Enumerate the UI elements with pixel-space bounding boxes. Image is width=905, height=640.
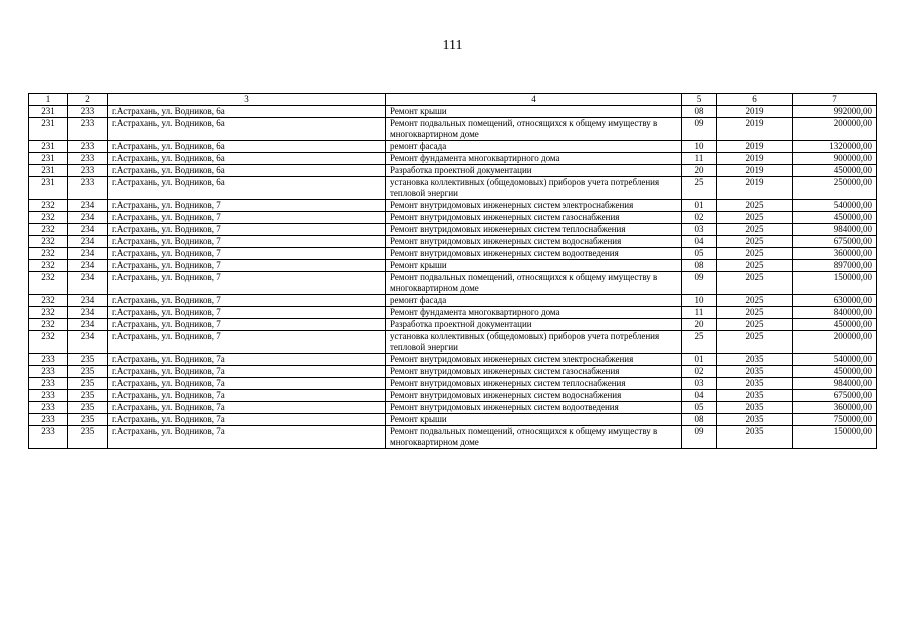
work-code-cell: 09 [682,118,717,141]
program-number-cell: 234 [68,319,108,331]
program-number-cell: 235 [68,378,108,390]
address-cell: г.Астрахань, ул. Водников, 7 [108,236,386,248]
table-row [29,414,877,426]
row-number-cell: 232 [29,319,68,331]
table-row [29,307,877,319]
row-number-cell: 231 [29,165,68,177]
work-code-cell: 01 [682,354,717,366]
year-cell: 2025 [717,212,793,224]
work-type-cell: Ремонт внутридомовых инженерных систем водоотведения [386,248,682,260]
work-type-cell: ремонт фасада [386,295,682,307]
address-cell: г.Астрахань, ул. Водников, 7а [108,378,386,390]
row-number-cell: 232 [29,212,68,224]
work-type-cell: Ремонт крыши [386,106,682,118]
column-header-7: 7 [793,94,877,106]
year-cell: 2025 [717,307,793,319]
row-number-cell: 231 [29,141,68,153]
address-cell: г.Астрахань, ул. Водников, 7а [108,402,386,414]
work-code-cell: 03 [682,224,717,236]
year-cell: 2019 [717,118,793,141]
address-cell: г.Астрахань, ул. Водников, 7 [108,248,386,260]
work-type-cell: Ремонт внутридомовых инженерных систем теплоснабжения [386,378,682,390]
program-number-cell: 234 [68,248,108,260]
program-number-cell: 233 [68,153,108,165]
work-code-cell: 02 [682,212,717,224]
work-code-cell: 11 [682,307,717,319]
work-code-cell: 25 [682,177,717,200]
year-cell: 2035 [717,426,793,449]
work-type-cell: Ремонт внутридомовых инженерных систем теплоснабжения [386,224,682,236]
column-header-3: 3 [108,94,386,106]
cost-cell: 200000,00 [793,331,877,354]
cost-cell: 150000,00 [793,426,877,449]
table-row [29,200,877,212]
cost-cell: 150000,00 [793,272,877,295]
work-code-cell: 09 [682,426,717,449]
table-row [29,426,877,449]
row-number-cell: 232 [29,307,68,319]
column-header-4: 4 [386,94,682,106]
address-cell: г.Астрахань, ул. Водников, 7 [108,272,386,295]
program-number-cell: 235 [68,390,108,402]
table-row [29,366,877,378]
row-number-cell: 233 [29,390,68,402]
table-row [29,354,877,366]
address-cell: г.Астрахань, ул. Водников, 6а [108,118,386,141]
address-cell: г.Астрахань, ул. Водников, 6а [108,106,386,118]
work-code-cell: 02 [682,366,717,378]
row-number-cell: 232 [29,248,68,260]
program-number-cell: 235 [68,414,108,426]
year-cell: 2019 [717,106,793,118]
column-header-2: 2 [68,94,108,106]
year-cell: 2019 [717,141,793,153]
work-type-cell: Ремонт внутридомовых инженерных систем водоснабжения [386,236,682,248]
year-cell: 2025 [717,200,793,212]
row-number-cell: 232 [29,295,68,307]
table-header-row [29,94,877,106]
table-row [29,319,877,331]
row-number-cell: 231 [29,177,68,200]
row-number-cell: 233 [29,426,68,449]
program-number-cell: 234 [68,224,108,236]
address-cell: г.Астрахань, ул. Водников, 7 [108,307,386,319]
program-number-cell: 234 [68,307,108,319]
cost-cell: 840000,00 [793,307,877,319]
work-code-cell: 08 [682,414,717,426]
year-cell: 2019 [717,177,793,200]
table-row [29,390,877,402]
work-type-cell: Ремонт фундамента многоквартирного дома [386,307,682,319]
address-cell: г.Астрахань, ул. Водников, 7 [108,331,386,354]
year-cell: 2025 [717,319,793,331]
column-header-5: 5 [682,94,717,106]
program-number-cell: 233 [68,141,108,153]
table-row [29,224,877,236]
row-number-cell: 231 [29,106,68,118]
work-type-cell: Ремонт крыши [386,414,682,426]
table-row [29,177,877,200]
program-number-cell: 234 [68,200,108,212]
column-header-6: 6 [717,94,793,106]
address-cell: г.Астрахань, ул. Водников, 7а [108,426,386,449]
program-number-cell: 234 [68,295,108,307]
table-row [29,402,877,414]
work-code-cell: 05 [682,248,717,260]
work-code-cell: 09 [682,272,717,295]
work-code-cell: 03 [682,378,717,390]
work-code-cell: 20 [682,319,717,331]
row-number-cell: 233 [29,354,68,366]
program-number-cell: 234 [68,260,108,272]
work-code-cell: 10 [682,295,717,307]
year-cell: 2035 [717,390,793,402]
table-row [29,272,877,295]
work-code-cell: 20 [682,165,717,177]
year-cell: 2035 [717,414,793,426]
address-cell: г.Астрахань, ул. Водников, 7 [108,260,386,272]
work-type-cell: установка коллективных (общедомовых) приборов учета потребления тепловой энергии [386,331,682,354]
work-type-cell: Ремонт внутридомовых инженерных систем газоснабжения [386,212,682,224]
work-type-cell: ремонт фасада [386,141,682,153]
address-cell: г.Астрахань, ул. Водников, 7 [108,295,386,307]
row-number-cell: 233 [29,366,68,378]
cost-cell: 750000,00 [793,414,877,426]
address-cell: г.Астрахань, ул. Водников, 6а [108,177,386,200]
address-cell: г.Астрахань, ул. Водников, 6а [108,153,386,165]
row-number-cell: 231 [29,153,68,165]
program-number-cell: 235 [68,366,108,378]
cost-cell: 897000,00 [793,260,877,272]
program-number-cell: 233 [68,106,108,118]
cost-cell: 1320000,00 [793,141,877,153]
table-row [29,153,877,165]
work-type-cell: Ремонт внутридомовых инженерных систем водоснабжения [386,390,682,402]
work-code-cell: 05 [682,402,717,414]
work-type-cell: Ремонт подвальных помещений, относящихся к общему имуществу в многоквартирном доме [386,118,682,141]
program-number-cell: 235 [68,354,108,366]
table-row [29,118,877,141]
row-number-cell: 232 [29,224,68,236]
cost-cell: 250000,00 [793,177,877,200]
year-cell: 2019 [717,165,793,177]
work-type-cell: Ремонт крыши [386,260,682,272]
year-cell: 2025 [717,295,793,307]
address-cell: г.Астрахань, ул. Водников, 6а [108,165,386,177]
work-type-cell: Разработка проектной документации [386,165,682,177]
year-cell: 2035 [717,378,793,390]
table-row [29,141,877,153]
table-row [29,212,877,224]
work-code-cell: 04 [682,236,717,248]
work-type-cell: Ремонт подвальных помещений, относящихся к общему имуществу в многоквартирном доме [386,426,682,449]
row-number-cell: 231 [29,118,68,141]
address-cell: г.Астрахань, ул. Водников, 6а [108,141,386,153]
address-cell: г.Астрахань, ул. Водников, 7а [108,390,386,402]
program-number-cell: 233 [68,165,108,177]
work-type-cell: Ремонт внутридомовых инженерных систем электроснабжения [386,200,682,212]
work-code-cell: 08 [682,106,717,118]
table-row [29,331,877,354]
row-number-cell: 233 [29,378,68,390]
row-number-cell: 232 [29,236,68,248]
year-cell: 2025 [717,331,793,354]
cost-cell: 540000,00 [793,354,877,366]
program-number-cell: 234 [68,212,108,224]
cost-cell: 900000,00 [793,153,877,165]
work-type-cell: Ремонт фундамента многоквартирного дома [386,153,682,165]
cost-cell: 984000,00 [793,378,877,390]
row-number-cell: 232 [29,260,68,272]
cost-cell: 675000,00 [793,390,877,402]
year-cell: 2035 [717,402,793,414]
cost-cell: 450000,00 [793,319,877,331]
work-type-cell: Ремонт внутридомовых инженерных систем электроснабжения [386,354,682,366]
table-row [29,295,877,307]
year-cell: 2035 [717,366,793,378]
cost-cell: 450000,00 [793,165,877,177]
work-type-cell: установка коллективных (общедомовых) приборов учета потребления тепловой энергии [386,177,682,200]
program-number-cell: 234 [68,331,108,354]
year-cell: 2035 [717,354,793,366]
program-number-cell: 235 [68,426,108,449]
work-type-cell: Разработка проектной документации [386,319,682,331]
table-row [29,248,877,260]
address-cell: г.Астрахань, ул. Водников, 7а [108,354,386,366]
work-type-cell: Ремонт внутридомовых инженерных систем газоснабжения [386,366,682,378]
cost-cell: 675000,00 [793,236,877,248]
work-type-cell: Ремонт подвальных помещений, относящихся к общему имуществу в многоквартирном доме [386,272,682,295]
table-row [29,378,877,390]
cost-cell: 450000,00 [793,366,877,378]
address-cell: г.Астрахань, ул. Водников, 7а [108,414,386,426]
row-number-cell: 233 [29,414,68,426]
year-cell: 2025 [717,260,793,272]
cost-cell: 630000,00 [793,295,877,307]
year-cell: 2025 [717,248,793,260]
table-row [29,236,877,248]
program-number-cell: 233 [68,177,108,200]
row-number-cell: 232 [29,272,68,295]
work-code-cell: 04 [682,390,717,402]
work-code-cell: 25 [682,331,717,354]
work-code-cell: 10 [682,141,717,153]
cost-cell: 360000,00 [793,248,877,260]
address-cell: г.Астрахань, ул. Водников, 7а [108,366,386,378]
address-cell: г.Астрахань, ул. Водников, 7 [108,212,386,224]
cost-cell: 200000,00 [793,118,877,141]
cost-cell: 992000,00 [793,106,877,118]
row-number-cell: 232 [29,331,68,354]
address-cell: г.Астрахань, ул. Водников, 7 [108,319,386,331]
year-cell: 2025 [717,236,793,248]
row-number-cell: 233 [29,402,68,414]
program-number-cell: 234 [68,236,108,248]
works-table [28,93,877,449]
work-code-cell: 08 [682,260,717,272]
work-type-cell: Ремонт внутридомовых инженерных систем водоотведения [386,402,682,414]
table-row [29,165,877,177]
year-cell: 2019 [717,153,793,165]
work-code-cell: 01 [682,200,717,212]
year-cell: 2025 [717,224,793,236]
cost-cell: 360000,00 [793,402,877,414]
table-row [29,260,877,272]
page-number: 111 [442,38,463,53]
work-code-cell: 11 [682,153,717,165]
address-cell: г.Астрахань, ул. Водников, 7 [108,224,386,236]
program-number-cell: 235 [68,402,108,414]
cost-cell: 450000,00 [793,212,877,224]
program-number-cell: 233 [68,118,108,141]
year-cell: 2025 [717,272,793,295]
row-number-cell: 232 [29,200,68,212]
column-header-1: 1 [29,94,68,106]
cost-cell: 984000,00 [793,224,877,236]
address-cell: г.Астрахань, ул. Водников, 7 [108,200,386,212]
table-row [29,106,877,118]
program-number-cell: 234 [68,272,108,295]
cost-cell: 540000,00 [793,200,877,212]
